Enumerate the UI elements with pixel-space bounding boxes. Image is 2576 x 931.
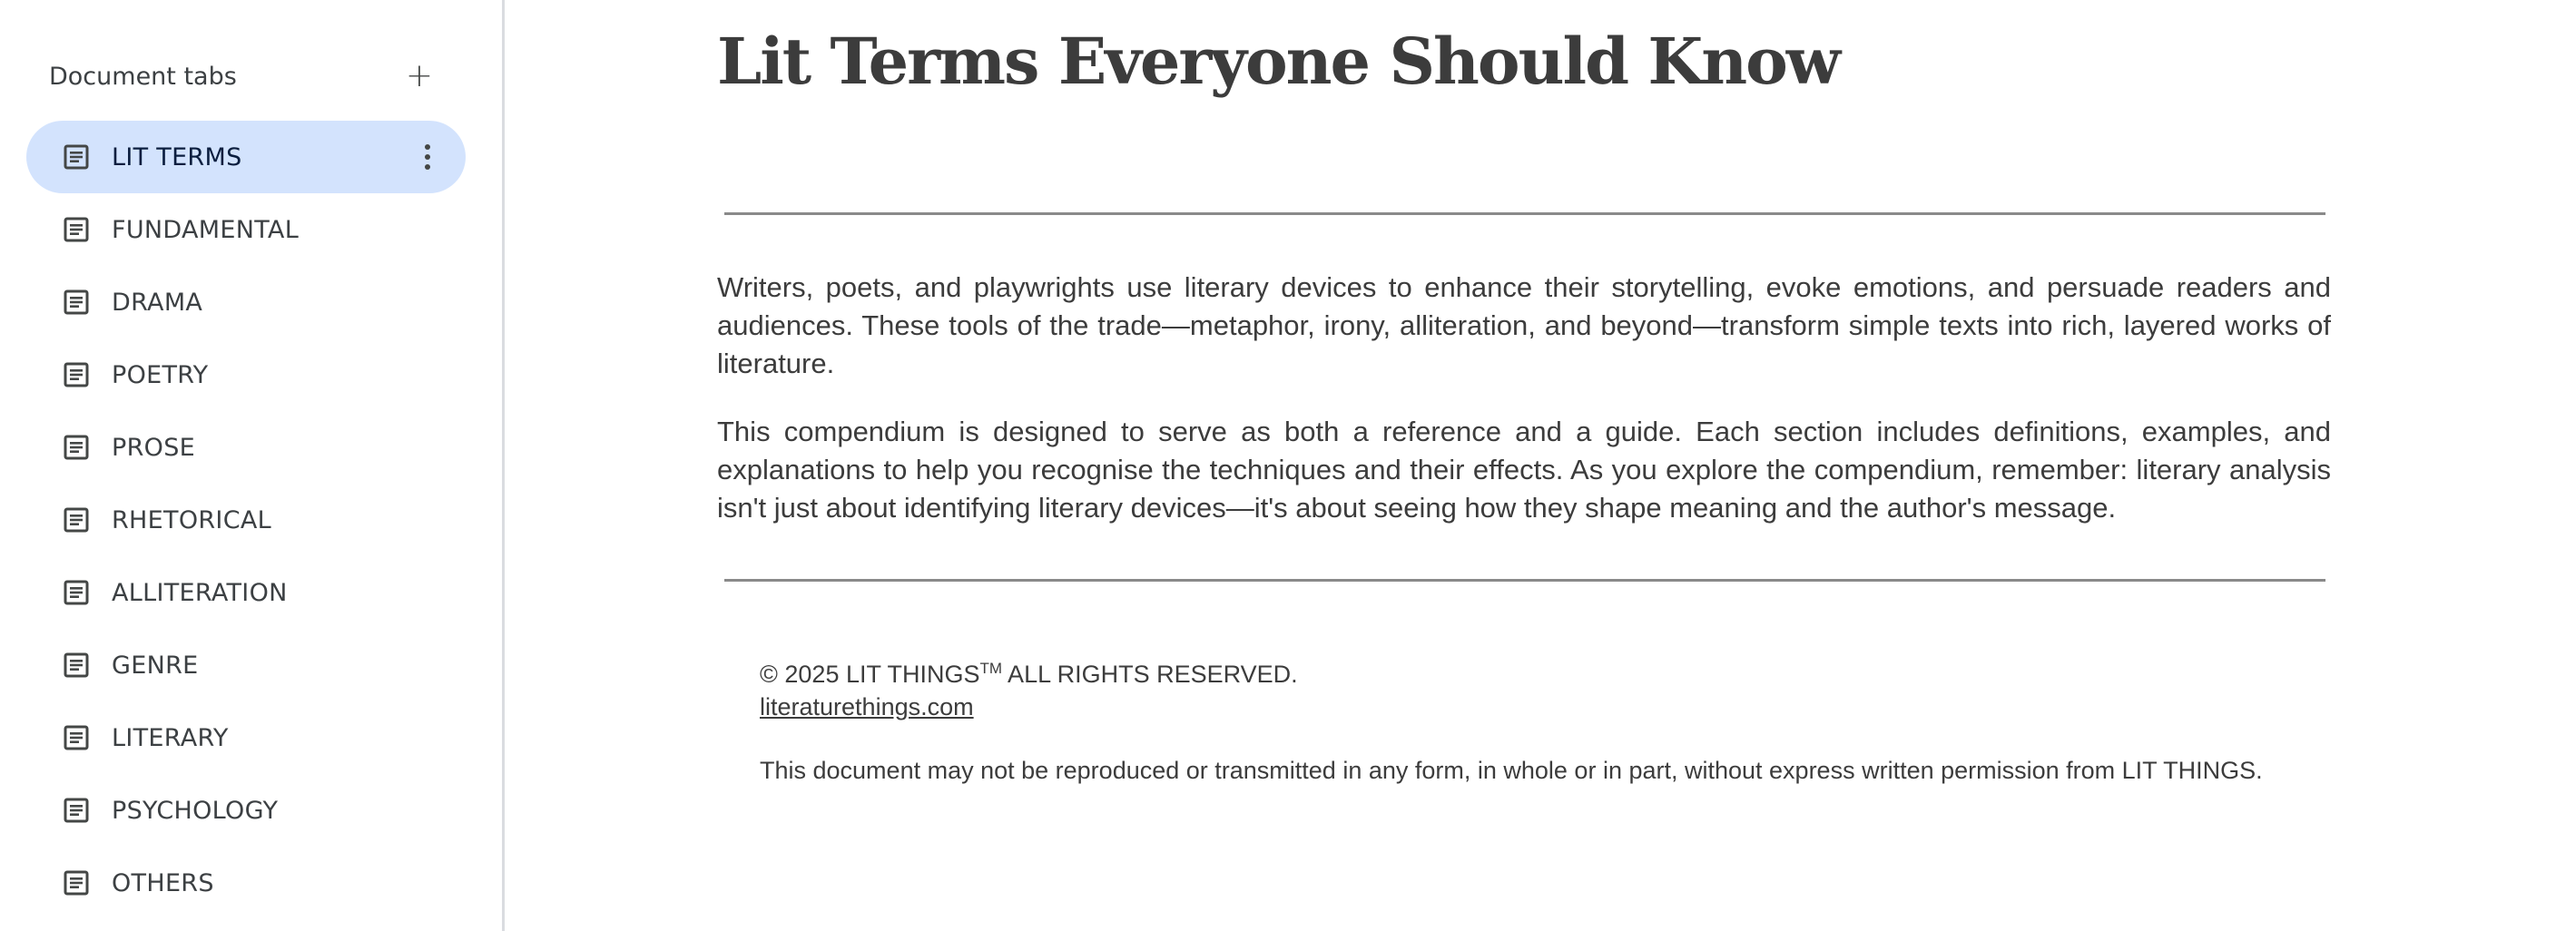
copyright-suffix: ALL RIGHTS RESERVED. (1002, 661, 1298, 688)
tab-item-literary[interactable] (26, 701, 466, 774)
document-icon (64, 217, 89, 242)
sidebar-header (49, 56, 439, 96)
tab-item-rhetorical[interactable] (26, 484, 466, 556)
horizontal-divider (724, 212, 2325, 215)
tab-label: PROSE (112, 433, 195, 462)
trademark-mark: TM (979, 660, 1003, 677)
document-icon (64, 144, 89, 170)
tab-label: OTHERS (112, 868, 214, 897)
horizontal-divider (724, 579, 2325, 582)
document-title: Lit Terms Everyone Should Know (717, 24, 1840, 99)
tab-label: LIT TERMS (112, 142, 242, 172)
tab-label: DRAMA (112, 288, 203, 317)
document-footer (760, 658, 2330, 787)
tab-item-alliteration[interactable] (26, 556, 466, 629)
plus-icon: + (405, 57, 434, 94)
tab-list (26, 121, 466, 919)
tab-label: POETRY (112, 360, 209, 389)
tab-item-poetry[interactable] (26, 338, 466, 411)
tab-label: FUNDAMENTAL (112, 215, 300, 244)
tab-item-drama[interactable] (26, 266, 466, 338)
add-tab-button[interactable] (399, 56, 439, 96)
document-icon (64, 435, 89, 460)
document-icon (64, 870, 89, 896)
document-icon (64, 289, 89, 315)
document-icon (64, 580, 89, 605)
copyright-line (760, 658, 2330, 691)
copyright-notice: This document may not be reproduced or transmitted in any form, in whole or in part, without express written permission from LIT THINGS. (760, 757, 2263, 784)
tab-label: GENRE (112, 651, 199, 680)
vertical-dots-icon[interactable] (420, 141, 435, 173)
tab-label: ALLITERATION (112, 578, 288, 607)
sidebar-title: Document tabs (49, 62, 237, 91)
document-icon (64, 652, 89, 678)
document-tabs-sidebar (0, 0, 505, 931)
website-link[interactable]: literaturethings.com (760, 693, 974, 720)
tab-label: RHETORICAL (112, 505, 271, 534)
tab-label: PSYCHOLOGY (112, 796, 279, 825)
document-icon (64, 362, 89, 387)
tab-item-lit-terms[interactable] (26, 121, 466, 193)
guide-paragraph: This compendium is designed to serve as both a reference and a guide. Each section includes definitions, examples, and explanations to help you recognise the techniques and their effects. As you explore the compendium, remember: literary analysis isn't just about identifying literary devices—it's about seeing how they shape meaning and the author's message. (717, 416, 2331, 524)
tab-item-fundamental[interactable] (26, 193, 466, 266)
document-icon (64, 798, 89, 823)
document-page (717, 0, 2333, 931)
tab-item-psychology[interactable] (26, 774, 466, 847)
copyright-prefix: © 2025 LIT THINGS (760, 661, 980, 688)
tab-item-prose[interactable] (26, 411, 466, 484)
intro-paragraph: Writers, poets, and playwrights use literary devices to enhance their storytelling, evoke emotions, and persuade readers and audiences. These tools of the trade—metaphor, irony, alliteration, and beyond—transform simple texts into rich, layered works of literature. (717, 271, 2331, 379)
document-icon (64, 725, 89, 750)
tab-label: LITERARY (112, 723, 229, 752)
document-icon (64, 507, 89, 533)
tab-item-genre[interactable] (26, 629, 466, 701)
tab-item-others[interactable] (26, 847, 466, 919)
